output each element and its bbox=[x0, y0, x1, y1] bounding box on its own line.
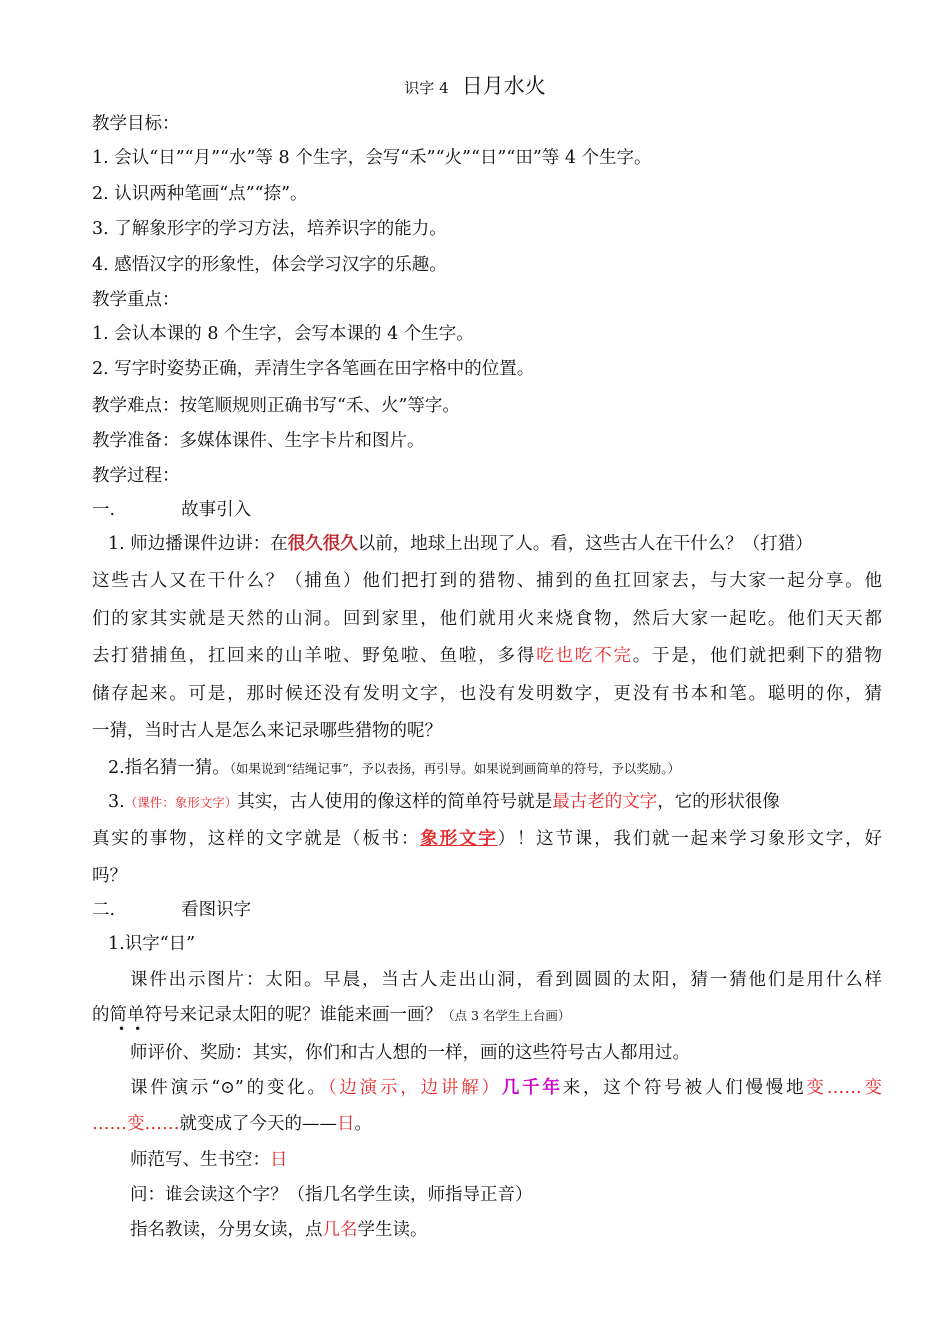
paragraph-line bbox=[92, 644, 882, 668]
preparation: 教学准备：多媒体课件、生字卡片和图片。 bbox=[92, 431, 425, 451]
paragraph-line: 这些古人又在干什么？（捕鱼）他们把打到的猎物、捕到的鱼扛回家去，与大家一起分享。他 bbox=[92, 571, 882, 591]
text-run: 去打猎捕鱼，扛回来的山羊啦、野兔啦、鱼啦，多得 bbox=[92, 646, 537, 666]
paragraph-line: 一猜，当时古人是怎么来记录哪些猎物的呢？ bbox=[92, 721, 442, 741]
difficulty: 教学难点：按笔顺规则正确书写“禾、火”等字。 bbox=[92, 396, 460, 416]
text-run: 以前，地球上出现了人。看，这些古人在干什么？（打猎） bbox=[357, 534, 813, 554]
text-run: 指名教读，分男女读，点 bbox=[130, 1220, 323, 1240]
subsection-heading: 1.识字“日” bbox=[108, 934, 196, 954]
goal-item: 4. 感悟汉字的形象性，体会学习汉字的乐趣。 bbox=[92, 255, 447, 275]
paragraph-line: 们的家其实就是天然的山洞。回到家里，他们就用火来烧食物，然后大家一起吃。他们天天都 bbox=[92, 609, 882, 629]
highlight-text: ……变…… bbox=[92, 1114, 180, 1134]
paragraph-line: 储存起来。可是，那时候还没有发明文字，也没有发明数字，更没有书本和笔。聪明的你，猜 bbox=[92, 684, 882, 704]
highlight-text: 变……变 bbox=[806, 1078, 883, 1098]
highlight-text: 日 bbox=[270, 1150, 288, 1170]
goals-heading: 教学目标： bbox=[92, 114, 180, 134]
paragraph-line bbox=[92, 1112, 372, 1136]
text-run: 课件演示“⊙”的变化。 bbox=[130, 1078, 328, 1098]
paragraph-line bbox=[130, 1148, 288, 1172]
key-point-item: 2. 写字时姿势正确，弄清生字各笔画在田字格中的位置。 bbox=[92, 359, 535, 379]
text-run: 的简单符号来记录太阳的呢？谁能来画一画？ bbox=[92, 1005, 442, 1025]
text-run: 师范写、生书空： bbox=[130, 1150, 270, 1170]
annotation-text: （课件：象形文字） bbox=[124, 795, 238, 810]
paragraph-line: 课件出示图片：太阳。早晨，当古人走出山洞，看到圆圆的太阳，猜一猜他们是用什么样 bbox=[130, 970, 882, 990]
lesson-name: 日月水火 bbox=[461, 74, 546, 98]
paragraph-line bbox=[130, 1218, 428, 1242]
paragraph-line bbox=[92, 827, 882, 851]
process-heading: 教学过程： bbox=[92, 466, 180, 486]
section-title: 看图识字 bbox=[181, 900, 252, 920]
paragraph-line bbox=[130, 1076, 882, 1100]
text-run: ，它的形状很像 bbox=[657, 792, 780, 812]
highlight-text: 很久很久 bbox=[287, 534, 358, 554]
highlight-text: 几千年 bbox=[501, 1078, 563, 1098]
goal-item: 3. 了解象形字的学习方法，培养识字的能力。 bbox=[92, 219, 447, 239]
text-run: 其实，古人使用的像这样的简单符号就是 bbox=[237, 792, 553, 812]
text-run: 学生读。 bbox=[357, 1220, 428, 1240]
paragraph-line bbox=[108, 790, 780, 815]
annotation-text: （点 3 名学生上台画） bbox=[442, 1008, 571, 1023]
text-run: 2.指名猜一猜。 bbox=[108, 758, 230, 778]
annotation-text: （如果说到“结绳记事”，予以表扬，再引导。如果说到画简单的符号，予以奖励。） bbox=[229, 761, 680, 776]
section-number: 二. bbox=[92, 900, 116, 920]
highlight-text: 日 bbox=[337, 1114, 355, 1134]
text-run: 来，这个符号被人们慢慢地 bbox=[562, 1078, 807, 1098]
paragraph-line bbox=[108, 532, 813, 556]
paragraph-line bbox=[92, 1003, 570, 1028]
goal-item: 1. 会认“日”“月”“水”等 8 个生字，会写“禾”“火”“日”“田”等 4 个生字。 bbox=[92, 148, 652, 168]
text-run: 就变成了今天的—— bbox=[179, 1114, 337, 1134]
emphasis-dots: •• bbox=[118, 1022, 151, 1036]
paragraph-line: 问：谁会读这个字？（指几名学生读，师指导正音） bbox=[130, 1185, 533, 1205]
section-heading bbox=[92, 498, 251, 522]
key-point-item: 1. 会认本课的 8 个生字，会写本课的 4 个生字。 bbox=[92, 324, 474, 344]
text-run: 真实的事物，这样的文字就是（板书： bbox=[92, 829, 421, 849]
text-run: 3. bbox=[108, 792, 125, 812]
highlight-text: 几名 bbox=[322, 1220, 358, 1240]
text-run: 。于是，他们就把剩下的猎物 bbox=[632, 646, 882, 666]
paragraph-line bbox=[108, 756, 680, 781]
highlight-text: 吃也吃不完 bbox=[536, 646, 633, 666]
text-run: 1. 师边播课件边讲：在 bbox=[108, 534, 288, 554]
highlight-text: 象形文字 bbox=[420, 829, 498, 849]
text-run: 。 bbox=[354, 1114, 372, 1134]
key-points-heading: 教学重点： bbox=[92, 290, 180, 310]
highlight-text: 最古老的文字 bbox=[552, 792, 658, 812]
section-number: 一. bbox=[92, 500, 116, 520]
section-title: 故事引入 bbox=[181, 500, 252, 520]
highlight-text: （边演示，边讲解） bbox=[327, 1078, 502, 1098]
goal-item: 2. 认识两种笔画“点”“捺”。 bbox=[92, 184, 308, 204]
paragraph-line: 吗？ bbox=[92, 866, 127, 886]
section-heading bbox=[92, 898, 251, 922]
paragraph-line: 师评价、奖励：其实，你们和古人想的一样，画的这些符号古人都用过。 bbox=[130, 1043, 690, 1063]
lesson-number: 识字 4 bbox=[404, 79, 449, 97]
text-run: ）！这节课，我们就一起来学习象形文字，好 bbox=[497, 829, 882, 849]
lesson-title bbox=[0, 70, 950, 100]
